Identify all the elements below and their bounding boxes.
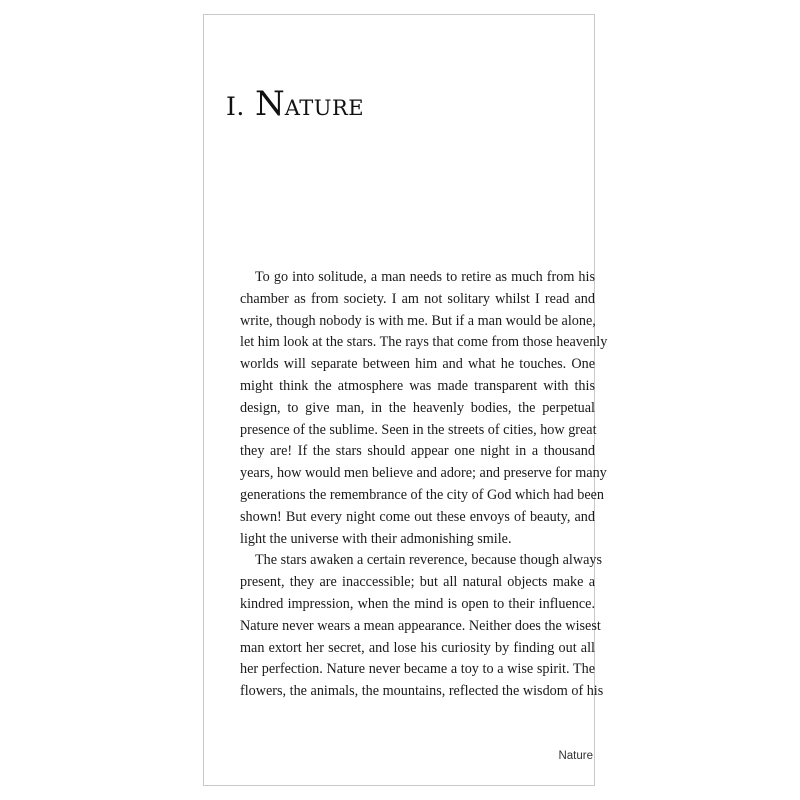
- text-line: To go into solitude, a man needs to retire as much from his: [255, 269, 595, 285]
- text-line: they are! If the stars should appear one night in a thousand: [240, 443, 595, 460]
- running-footer: Nature: [558, 750, 593, 762]
- text-line: presence of the sublime. Seen in the streets of cities, how great: [240, 421, 597, 438]
- chapter-title-initial: N: [255, 84, 285, 124]
- chapter-number: I.: [226, 92, 245, 121]
- text-line: The stars awaken a certain reverence, because though always: [255, 552, 603, 569]
- text-line: let him look at the stars. The rays that come from those heavenly: [240, 334, 608, 351]
- text-line: Nature never wears a mean appearance. Neither does the wisest: [240, 617, 601, 634]
- book-page: [203, 14, 608, 786]
- body-text: [240, 267, 608, 703]
- text-line: her perfection. Nature never became a toy to a wise spirit. The: [240, 661, 595, 678]
- text-line: shown! But every night come out these envoys of beauty, and: [240, 508, 595, 525]
- paragraph-2: [240, 550, 604, 703]
- text-line: man extort her secret, and lose his curiosity by finding out all: [240, 639, 595, 656]
- text-line: present, they are inaccessible; but all natural objects make a: [240, 574, 595, 591]
- text-line: chamber as from society. I am not solitary whilst I read and: [240, 290, 595, 307]
- text-line: might think the atmosphere was made transparent with this: [240, 377, 595, 394]
- text-line: design, to give man, in the heavenly bodies, the perpetual: [240, 399, 595, 416]
- paragraph-1: [240, 267, 608, 550]
- text-line: write, though nobody is with me. But if a man would be alone,: [240, 312, 596, 329]
- text-line: kindred impression, when the mind is open to their influence.: [240, 595, 595, 612]
- chapter-title: [226, 84, 365, 124]
- chapter-title-rest: ATURE: [284, 96, 365, 120]
- text-line: years, how would men believe and adore; and preserve for many: [240, 465, 607, 482]
- text-line: light the universe with their admonishing smile.: [240, 530, 512, 547]
- text-line: worlds will separate between him and what he touches. One: [240, 356, 595, 373]
- text-line: flowers, the animals, the mountains, reflected the wisdom of his: [240, 683, 604, 700]
- text-line: generations the remembrance of the city of God which had been: [240, 486, 605, 503]
